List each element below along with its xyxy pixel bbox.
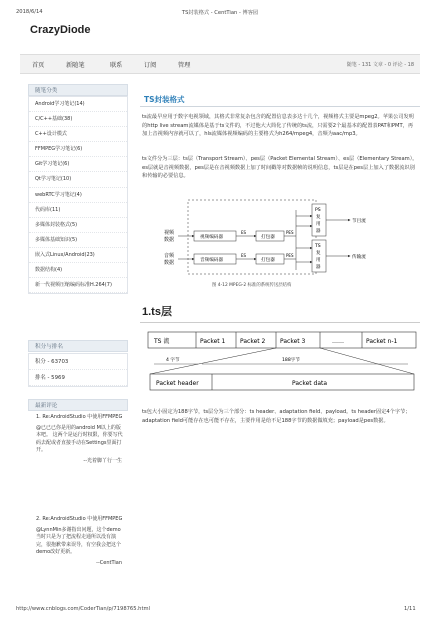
figure-caption: 图 4-12 MPEG-2 标准的系统传送层结构 (212, 283, 292, 288)
video-input-label: 数据 (164, 237, 175, 243)
ps-mux-label: 用 (316, 222, 321, 227)
packet-size-label: 188字节 (282, 358, 300, 363)
paragraph-layers: ts文件分为三层：ts层（Transport Stream）、pes层（Packet Elemental Stream）、es层（Elementary Stream）。es层就是音视频数据，pes层是在音视频数据上加了时间戳等对数据帧的说明信息，ts层是在pes层上加入了数据流识别和传输的必要信息。 (142, 156, 418, 180)
category-item[interactable]: Android学习笔记(14) (29, 97, 127, 112)
category-item[interactable]: 嵌入式Linux/Android(23) (29, 248, 127, 263)
comment-body: @已已已你是用的android M以上的版本吧。 这两个是运行时权限，你要写代码去配或者直接手动在Settings里面打开。 (36, 424, 123, 453)
category-item[interactable]: 多媒体封装格式(5) (29, 218, 127, 233)
print-url: http://www.cnblogs.com/CoderTian/p/7198765.html (16, 606, 150, 612)
print-footer (0, 600, 440, 620)
category-item[interactable]: FFMPEG学习笔记(6) (29, 142, 127, 157)
pes-label: PES (286, 253, 294, 258)
nav-admin[interactable]: 管理 (178, 62, 191, 69)
category-item[interactable]: 新一代视频压缩编码标准H.264(7) (29, 278, 127, 293)
video-encoder-label: 视频编码器 (200, 235, 223, 240)
packet-data-cell: Packet data (292, 380, 328, 387)
comment-body: @LynnMin多谢指出问题，这个demo当时只是为了把流程走通所以没有演完，很抱歉带来误导，有空我会把这个demo改好更新。 (36, 526, 122, 555)
ts-mux-label: 复 (316, 251, 321, 256)
print-header (0, 0, 440, 18)
comment-link[interactable]: 1. Re:AndroidStudio 中使用FFMPEG (36, 414, 123, 420)
transport-stream-label: 传输流 (352, 255, 366, 260)
mpeg2-system-figure (150, 190, 400, 290)
packet-cell: Packet 1 (200, 338, 226, 345)
audio-input-label: 音频 (164, 253, 175, 259)
top-nav (20, 54, 420, 74)
score: 积分 - 63703 (29, 354, 127, 370)
category-item[interactable]: 数据结构(4) (29, 263, 127, 278)
print-date: 2018/6/14 (16, 9, 43, 15)
ts-packet-diagram (142, 330, 420, 400)
video-packer-label: 打包器 (261, 235, 275, 240)
ps-mux-label: 器 (316, 229, 321, 234)
comment-link[interactable]: 2. Re:AndroidStudio 中使用FFMPEG (36, 516, 123, 522)
packet-cell: Packet 2 (240, 338, 266, 345)
pes-label: PES (286, 230, 294, 235)
nav-subscribe[interactable]: 订阅 (144, 62, 157, 69)
print-page-number: 1/11 (404, 606, 416, 612)
categories-list (28, 96, 128, 294)
header-size-label: 4 字节 (166, 358, 180, 363)
rank-title: 积分与排名 (28, 340, 128, 352)
rank: 排名 - 5969 (29, 370, 127, 386)
ellipsis-cell: …… (332, 338, 344, 345)
video-input-label: 视频 (164, 230, 175, 236)
categories-title: 随笔分类 (28, 84, 128, 96)
ts-mux-label: 器 (316, 265, 321, 270)
ts-mux-label: 用 (316, 258, 321, 263)
comments-title: 最新评论 (28, 399, 128, 411)
section-heading-ts: 1.ts层 (142, 306, 172, 318)
comment-item (28, 414, 128, 465)
print-title: TS封装格式 - CentTian - 博客园 (181, 10, 259, 16)
comment-author: --CentTian (96, 559, 122, 566)
ts-mux-label: TS (315, 244, 321, 249)
ps-mux-label: PS (315, 208, 321, 213)
program-stream-label: 节目流 (352, 219, 366, 224)
category-item[interactable]: Qt学习笔记(10) (29, 172, 127, 187)
paragraph-intro: ts流最早应用于数字电视领域，其格式非常复杂包含的配置信息表多达十几个，视频格式主要是mpeg2。苹果公司发明的http live stream流媒体是基于ts文件的，不过他大大简化了传统的ts流，只需要2个最基本的配置表PAT和PMT，再加上音视频内容就可以了，hls流媒体视频编码的主要格式为h264/mpeg4，音频为aac/mp3。 (142, 114, 414, 138)
category-item[interactable]: 代码库(11) (29, 203, 127, 218)
packet-cell: Packet n-1 (366, 338, 398, 345)
es-label: ES (241, 230, 247, 235)
post-title[interactable]: TS封装格式 (144, 95, 185, 104)
comment-author: --光着脚丫行一生 (83, 457, 122, 464)
comment-item (28, 516, 128, 567)
ps-mux-label: 复 (316, 215, 321, 220)
rank-list (28, 353, 128, 387)
ts-stream-label: TS 流 (154, 338, 170, 345)
category-item[interactable]: 多媒体基础知识(5) (29, 233, 127, 248)
blog-title[interactable]: CrazyDiode (30, 24, 91, 36)
nav-home[interactable]: 首页 (32, 62, 45, 69)
es-label: ES (241, 253, 247, 258)
packet-cell: Packet 3 (280, 338, 306, 345)
paragraph-ts-layer: ts包大小固定为188字节，ts层分为三个部分：ts header、adaptation field、payload。ts header固定4个字节；adaptation field可能存在也可能不存在，主要作用是给不足188字节的数据做填充；payload是pes数据。 (142, 409, 411, 424)
post-title-bar (140, 94, 420, 107)
audio-encoder-label: 音频编码器 (200, 258, 223, 263)
audio-input-label: 数据 (164, 260, 175, 266)
audio-packer-label: 打包器 (261, 258, 275, 263)
category-item[interactable]: webRTC学习笔记(4) (29, 188, 127, 203)
nav-contact[interactable]: 联系 (110, 62, 123, 69)
packet-header-cell: Packet header (156, 380, 199, 387)
heading-divider (140, 322, 420, 323)
category-item[interactable]: Git学习笔记(6) (29, 157, 127, 172)
blog-stats: 随笔 - 131 文章 - 0 评论 - 18 (346, 62, 414, 68)
category-item[interactable]: C/C++基础(38) (29, 112, 127, 127)
nav-new-post[interactable]: 新随笔 (66, 62, 85, 69)
category-item[interactable]: C++设计模式 (29, 127, 127, 142)
